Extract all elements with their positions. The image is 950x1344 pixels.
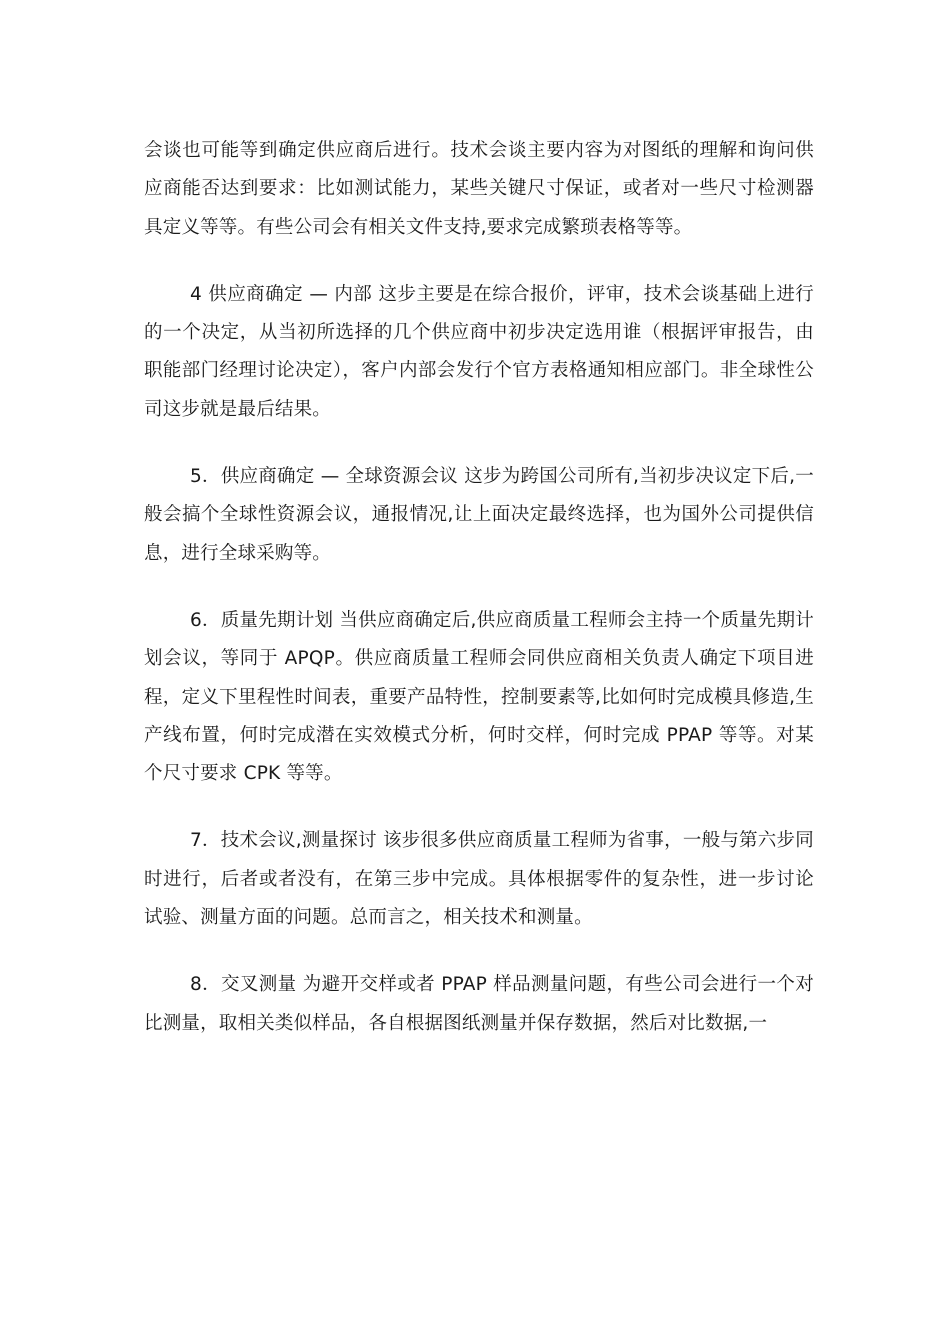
- paragraph-step-8-cross-measurement: 8．交叉测量 为避开交样或者 PPAP 样品测量问题，有些公司会进行一个对比测量，取相关类似样品，各自根据图纸测量并保存数据，然后对比数据,一: [144, 974, 814, 1034]
- document-body: [144, 132, 814, 1043]
- paragraph-step-7-tech-measurement: 7．技术会议,测量探讨 该步很多供应商质量工程师为省事，一般与第六步同时进行，后者或者没有，在第三步中完成。具体根据零件的复杂性，进一步讨论试验、测量方面的问题。总而言之，相关技术和测量。: [144, 830, 814, 929]
- paragraph-step-6-quality-planning: 6．质量先期计划 当供应商确定后,供应商质量工程师会主持一个质量先期计划会议，等同于 APQP。供应商质量工程师会同供应商相关负责人确定下项目进程，定义下里程性时间表，重要产品特性，控制要素等,比如何时完成模具修造,生产线布置，何时完成潜在实效模式分析，何时交样，何时完成 PPAP 等等。对某个尺寸要求 CPK 等等。: [144, 609, 814, 785]
- paragraph-continued-tech-meeting: 会谈也可能等到确定供应商后进行。技术会谈主要内容为对图纸的理解和询问供应商能否达到要求：比如测试能力，某些关键尺寸保证，或者对一些尺寸检测器具定义等等。有些公司会有相关文件支持,要求完成繁琐表格等等。: [144, 140, 814, 238]
- paragraph-step-4-supplier-internal: 4 供应商确定 — 内部 这步主要是在综合报价，评审，技术会谈基础上进行的一个决定，从当初所选择的几个供应商中初步决定选用谁（根据评审报告，由职能部门经理讨论决定），客户内部会发行个官方表格通知相应部门。非全球性公司这步就是最后结果。: [144, 283, 814, 420]
- paragraph-step-5-global-resource: 5．供应商确定 — 全球资源会议 这步为跨国公司所有,当初步决议定下后,一般会搞个全球性资源会议，通报情况,让上面决定最终选择，也为国外公司提供信息，进行全球采购等。: [144, 466, 814, 564]
